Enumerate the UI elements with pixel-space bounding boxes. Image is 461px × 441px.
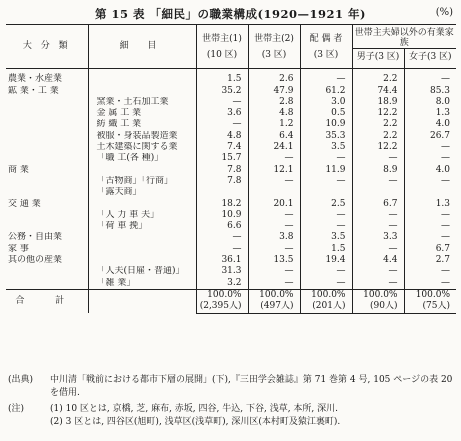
row-value-2: 4.8 (248, 108, 300, 119)
row-value-1: 3.6 (196, 108, 248, 119)
row-item (88, 86, 196, 97)
row-value-4 (352, 187, 404, 198)
row-value-4: — (352, 278, 404, 290)
row-value-3: — (300, 210, 352, 221)
row-category: 鉱 業・工 業 (8, 85, 59, 96)
total-count-5: (75人) (404, 301, 456, 313)
total-pct-2: 100.0% (248, 289, 300, 301)
row-value-3: 11.9 (300, 165, 352, 176)
table-row (6, 278, 456, 290)
source-text: 中川清「戦前における都市下層の展開」(下),『三田学会雑誌』第 71 巻第 4 号, 105 ページの表 20 を借用. (50, 375, 453, 398)
row-value-3: 61.2 (300, 86, 352, 97)
header-item: 細 目 (88, 25, 196, 69)
table-row (6, 119, 456, 130)
row-value-1: 1.5 (196, 69, 248, 86)
row-value-4: — (352, 244, 404, 255)
row-value-5: — (404, 221, 456, 232)
row-category (6, 210, 88, 221)
row-value-5: 6.7 (404, 244, 456, 255)
row-category: 公務・自由業 (8, 232, 63, 243)
row-value-5: 4.0 (404, 119, 456, 130)
row-value-1: — (196, 97, 248, 108)
row-item (88, 69, 196, 86)
header-col2: 世帯主(2) (248, 25, 300, 49)
total-pct-3: 100.0% (300, 289, 352, 301)
total-pct-4: 100.0% (352, 289, 404, 301)
row-value-3: 2.5 (300, 199, 352, 210)
row-category (6, 97, 88, 108)
row-value-1: 3.2 (196, 278, 248, 290)
row-value-4: 3.3 (352, 232, 404, 243)
row-value-5: 85.3 (404, 86, 456, 97)
table-row (6, 165, 456, 176)
row-value-2: 24.1 (248, 142, 300, 153)
table-row (6, 97, 456, 108)
row-value-2: 3.8 (248, 232, 300, 243)
row-value-2: — (248, 266, 300, 277)
row-value-4: 6.7 (352, 199, 404, 210)
row-value-2: — (248, 278, 300, 290)
row-category: 農業・水産業 (8, 74, 63, 85)
row-value-1: 31.3 (196, 266, 248, 277)
table-row (6, 199, 456, 210)
table-row (6, 244, 456, 255)
row-value-1: 7.8 (196, 176, 248, 187)
header-col2-sub: (3 区) (248, 49, 300, 69)
row-value-3: 1.5 (300, 244, 352, 255)
row-value-4: — (352, 176, 404, 187)
header-category: 大 分 類 (22, 41, 71, 51)
row-value-4: 74.4 (352, 86, 404, 97)
table-row (6, 266, 456, 277)
row-value-1: — (196, 232, 248, 243)
footnotes (8, 374, 456, 429)
row-value-2: 1.2 (248, 119, 300, 130)
table-row (6, 153, 456, 164)
table-row (6, 108, 456, 119)
row-value-5: — (404, 278, 456, 290)
row-value-5: — (404, 210, 456, 221)
occupation-table (6, 24, 456, 314)
row-category (6, 278, 88, 290)
row-value-4: — (352, 266, 404, 277)
row-category (6, 266, 88, 277)
row-category (6, 176, 88, 187)
total-pct-1: 100.0% (196, 289, 248, 301)
source-note (8, 374, 456, 400)
row-value-3 (300, 187, 352, 198)
row-value-2: — (248, 210, 300, 221)
row-item: 土木建築に関する業 (88, 142, 196, 153)
total-count-2: (497人) (248, 301, 300, 313)
row-value-5: 8.0 (404, 97, 456, 108)
note-1-text: (1) 10 区とは, 京橋, 芝, 麻布, 赤坂, 四谷, 牛込, 下谷, 浅草, 本所, 深川. (50, 404, 339, 414)
row-value-5: — (404, 142, 456, 153)
header-col3-sub: (3 区) (300, 49, 352, 69)
row-value-1: 15.7 (196, 153, 248, 164)
row-value-3: 10.9 (300, 119, 352, 130)
row-value-5: 4.0 (404, 165, 456, 176)
total-row (6, 289, 456, 301)
row-item: 紡 織 工 業 (88, 119, 196, 130)
row-value-3: 3.5 (300, 142, 352, 153)
row-value-3: 3.5 (300, 232, 352, 243)
row-item (88, 165, 196, 176)
row-category: 其の他の産業 (8, 255, 63, 266)
row-value-5: — (404, 69, 456, 86)
total-count-1: (2,395人) (196, 301, 248, 313)
row-item: 被服・身装品製造業 (88, 131, 196, 142)
row-value-4: 4.4 (352, 255, 404, 266)
note-2-text: (2) 3 区とは, 四谷区(旭町), 浅草区(浅草町), 深川区(本村町及猿江裏町). (50, 417, 341, 427)
row-value-4: 12.2 (352, 142, 404, 153)
row-value-2: 6.4 (248, 131, 300, 142)
row-value-5: — (404, 153, 456, 164)
total-count-4: (90人) (352, 301, 404, 313)
row-item: 「人夫(日雇・普通)」 (88, 266, 196, 277)
row-value-4: 8.9 (352, 165, 404, 176)
table-row (6, 86, 456, 97)
row-item (88, 232, 196, 243)
total-pct-5: 100.0% (404, 289, 456, 301)
row-item (88, 255, 196, 266)
row-value-2: 2.8 (248, 97, 300, 108)
row-category (6, 142, 88, 153)
row-value-2: — (248, 176, 300, 187)
row-category: 家 事 (8, 243, 29, 254)
row-item: 金 属 工 業 (88, 108, 196, 119)
row-item: 「荷 車 挽」 (88, 221, 196, 232)
row-value-3: — (300, 278, 352, 290)
table-row (6, 232, 456, 243)
row-value-4: 18.9 (352, 97, 404, 108)
row-item: 「職 工(各 種)」 (88, 153, 196, 164)
row-value-3: — (300, 153, 352, 164)
row-item (88, 244, 196, 255)
row-value-3: 3.0 (300, 97, 352, 108)
table-row (6, 131, 456, 142)
header-col5: 女子(3 区) (404, 49, 456, 69)
header-col1: 世帯主(1) (196, 25, 248, 49)
header-col1-sub: (10 区) (196, 49, 248, 69)
row-value-1: 7.8 (196, 165, 248, 176)
row-value-2: — (248, 244, 300, 255)
row-value-3: — (300, 69, 352, 86)
row-item: 「雑 業」 (88, 278, 196, 290)
row-value-2: 47.9 (248, 86, 300, 97)
row-value-1: 35.2 (196, 86, 248, 97)
note-1 (8, 403, 456, 416)
row-value-3: — (300, 266, 352, 277)
row-value-1: 6.6 (196, 221, 248, 232)
row-value-5: 2.7 (404, 255, 456, 266)
header-group: 世帯主夫婦以外の有業家族 (352, 25, 456, 49)
row-item: 「古物商」「行商」 (88, 176, 196, 187)
header-col3: 配 偶 者 (300, 25, 352, 49)
table-row (6, 221, 456, 232)
unit-label: (%) (435, 7, 453, 18)
table-body (6, 69, 456, 290)
row-value-1: 10.9 (196, 210, 248, 221)
row-value-2: 13.5 (248, 255, 300, 266)
row-category: 交 通 業 (8, 198, 41, 209)
source-label: (出典) (8, 375, 34, 385)
row-value-1: — (196, 119, 248, 130)
row-value-2: — (248, 221, 300, 232)
row-value-5 (404, 187, 456, 198)
row-value-5: 26.7 (404, 131, 456, 142)
row-value-4: 2.2 (352, 119, 404, 130)
row-value-5: — (404, 232, 456, 243)
total-count-3: (201人) (300, 301, 352, 313)
row-category (6, 187, 88, 198)
row-value-4: — (352, 210, 404, 221)
table-row (6, 69, 456, 86)
row-value-5: — (404, 176, 456, 187)
row-value-4: 2.2 (352, 69, 404, 86)
row-category (6, 119, 88, 130)
table-row (6, 255, 456, 266)
row-category (6, 108, 88, 119)
row-value-3: 19.4 (300, 255, 352, 266)
row-value-1: 18.2 (196, 199, 248, 210)
row-value-5: 1.3 (404, 199, 456, 210)
row-item: 「露天商」 (88, 187, 196, 198)
row-category: 商 業 (8, 164, 29, 175)
row-value-2: 20.1 (248, 199, 300, 210)
row-value-1: 4.8 (196, 131, 248, 142)
row-value-1: — (196, 244, 248, 255)
row-value-3: — (300, 221, 352, 232)
table-row (6, 176, 456, 187)
row-value-4: 2.2 (352, 131, 404, 142)
row-value-1 (196, 187, 248, 198)
row-item: 「人 力 車 夫」 (88, 210, 196, 221)
table-row (6, 142, 456, 153)
row-category (6, 131, 88, 142)
row-value-2: — (248, 153, 300, 164)
row-value-3: 0.5 (300, 108, 352, 119)
row-value-2: 2.6 (248, 69, 300, 86)
row-value-4: — (352, 153, 404, 164)
row-value-2: 12.1 (248, 165, 300, 176)
row-value-1: 7.4 (196, 142, 248, 153)
row-value-5: — (404, 266, 456, 277)
header-col4: 男子(3 区) (352, 49, 404, 69)
row-value-5: 1.3 (404, 108, 456, 119)
row-value-3: — (300, 176, 352, 187)
row-category (6, 153, 88, 164)
row-category (6, 221, 88, 232)
row-item: 窯業・土石加工業 (88, 97, 196, 108)
table-title: 第 15 表 「細民」の職業構成(1920—1921 年) (95, 7, 366, 21)
row-value-2 (248, 187, 300, 198)
total-label: 合 計 (6, 289, 88, 313)
row-item (88, 199, 196, 210)
row-value-4: — (352, 221, 404, 232)
row-value-3: 35.3 (300, 131, 352, 142)
row-value-4: 12.2 (352, 108, 404, 119)
row-value-1: 36.1 (196, 255, 248, 266)
table-row (6, 210, 456, 221)
note-label: (注) (8, 404, 25, 414)
table-row (6, 187, 456, 198)
